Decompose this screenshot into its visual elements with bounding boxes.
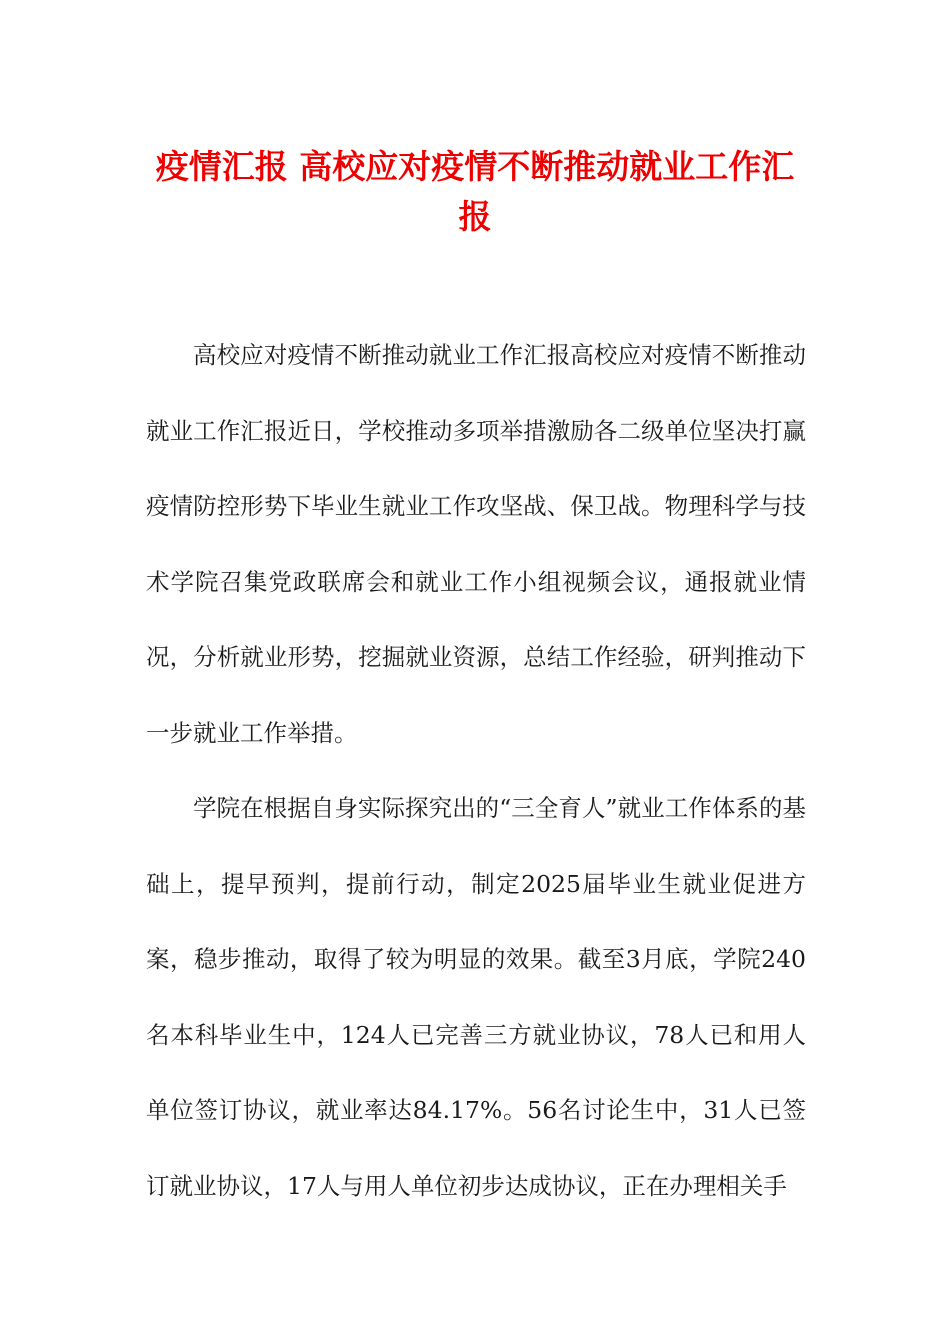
document-body — [146, 318, 806, 1224]
paragraph-1: 高校应对疫情不断推动就业工作汇报高校应对疫情不断推动就业工作汇报近日，学校推动多项举措激励各二级单位坚决打赢疫情防控形势下毕业生就业工作攻坚战、保卫战。物理科学与技术学院召集党政联席会和就业工作小组视频会议，通报就业情况，分析就业形势，挖掘就业资源，总结工作经验，研判推动下一步就业工作举措。 — [146, 341, 806, 747]
paragraph-2: 学院在根据自身实际探究出的“三全育人”就业工作体系的基础上，提早预判，提前行动，制定2025届毕业生就业促进方案，稳步推动，取得了较为明显的效果。截至3月底，学院240名本科毕业生中，124人已完善三方就业协议，78人已和用人单位签订协议，就业率达84.17%。56名讨论生中，31人已签订就业协议，17人与用人单位初步达成协议，正在办理相关手 — [146, 794, 806, 1200]
document-title: 疫情汇报 高校应对疫情不断推动就业工作汇报 — [155, 147, 795, 236]
